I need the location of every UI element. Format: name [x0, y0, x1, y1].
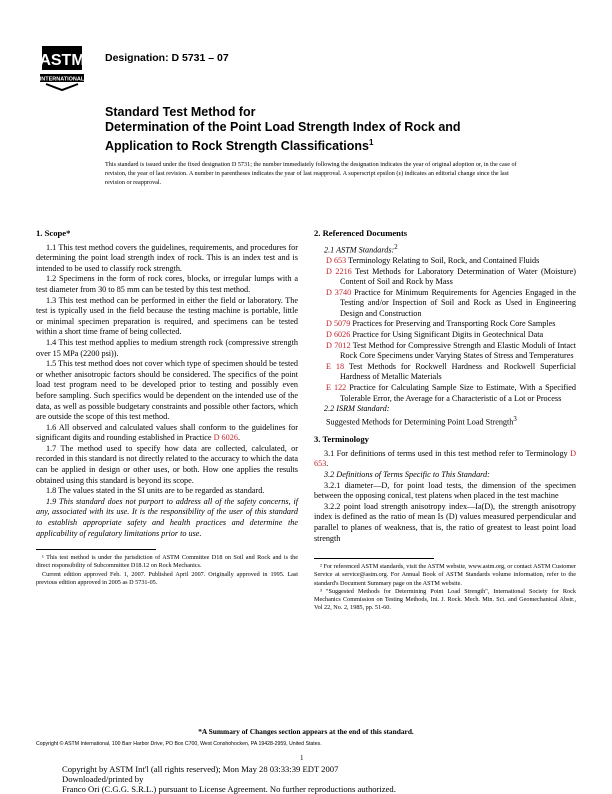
reference-item: D 3740 Practice for Minimum Requirements for Agencies Engaged in the Testing and/or Inspection of Soil and Rock as Used in Engineering Design and Construction: [326, 287, 576, 318]
designation: Designation: D 5731 – 07: [105, 52, 229, 64]
reference-item: D 6026 Practice for Using Significant Digits in Geotechnical Data: [326, 330, 544, 340]
issuance-note: This standard is issued under the fixed designation D 5731; the number immediately following the designation indicates the year of original adoption or, in the case of revision, the year of last revision. A number in parentheses indicates the year of last reapproval. A superscript epsilon (ε) indicates an editorial change since the last revision or reapproval.: [105, 161, 517, 186]
svg-text:ASTM: ASTM: [39, 52, 85, 69]
reference-code-link[interactable]: E 18: [326, 361, 345, 371]
scope-1-7: 1.7 The method used to specify how data are collected, calculated, or recorded in this standard is not directly related to the accuracy to which the data can be applied in design or other uses, or both. How one applies the results obtained using this standard is beyond its scope.: [36, 443, 298, 485]
reference-item: D 5079 Practices for Preserving and Transporting Rock Core Samples: [326, 319, 556, 329]
document-title: [105, 105, 565, 154]
scope-1-4: 1.4 This test method applies to medium strength rock (compressive strength over 15 MPa (2200 psi)).: [36, 337, 298, 358]
scope-1-6: 1.6 All observed and calculated values shall conform to the guidelines for significant digits and rounding established in Practice D 6026.: [36, 422, 298, 443]
right-column: [314, 228, 576, 612]
title-line-3: Application to Rock Strength Classifications$^1$: [105, 138, 374, 154]
reference-code-link[interactable]: E 122: [326, 383, 347, 393]
footnote-3: ³ "Suggested Methods for Determining Point Load Strength", International Society for Rock Mechanics Commission on Testing Methods, Int. J. Rock. Mech. Min. Sci. and Geomechanical Abstr., Vol 22, No. 2, 1985, pp. 51-60.: [314, 587, 576, 612]
logo-text: INTERNATIONAL: [39, 76, 85, 83]
scope-1-8: 1.8 The values stated in the SI units are to be regarded as standard.: [46, 486, 265, 496]
term-3-2-2: 3.2.2 point load strength anisotropy index—Ia(D), the strength anisotropy index is defined as the ratio of mean Is (D) values measured perpendicular and parallel to planes of weakness, that is, the ratio of greatest to least point load strength: [314, 501, 576, 543]
footnote-rule-right: [314, 558, 434, 559]
link-d6026[interactable]: D 6026: [213, 433, 238, 443]
title-line-2: Determination of the Point Load Strength Index of Rock and: [105, 120, 461, 134]
reference-code-link[interactable]: D 6026: [326, 330, 351, 340]
astm-standards-label: 2.1 ASTM Standards:$^2$: [324, 243, 398, 255]
footnote-1: ¹ This test method is under the jurisdiction of ASTM Committee D18 on Soil and Rock and is the direct responsibility of Subcommittee D18.12 on Rock Mechanics. Current edition approved Feb. 1, 2007. Published April 2007. Originally approved in 1995. Last previous edition approved in 2005 as D 5731-05.: [36, 554, 298, 586]
scope-heading: 1. Scope*: [36, 228, 71, 238]
reference-code-link[interactable]: D 653: [326, 255, 347, 265]
reference-code-link[interactable]: D 3740: [326, 287, 352, 297]
terminology-heading: 3. Terminology: [314, 434, 369, 445]
scope-1-5: 1.5 This test method does not cover which type of specimen should be tested or whether anisotropic factors should be considered. The specifics of the point load test program need to be developed prior to testing and possibly even before sampling. Such specifics would be dependent on the intended use of the data, as well as possible budgetary constraints and possible other factors, which are outside the scope of this test method.: [36, 359, 298, 422]
term-3-2-1: 3.2.1 diameter—D, for point load tests, the dimension of the specimen between the opposing conical, test platens when placed in the test machine: [314, 480, 576, 501]
reference-item: D 653 Terminology Relating to Soil, Rock, and Contained Fluids: [326, 255, 540, 265]
reference-item: D 2216 Test Methods for Laboratory Determination of Water (Moisture) Content of Soil and Rock by Mass: [326, 266, 576, 287]
license-notice: Copyright by ASTM Int'l (all rights reserved); Mon May 28 03:33:39 EDT 2007 Downloaded/printed by Franco Ori (C.G.G. S.R.L.) pursuant to License Agreement. No further reproductions authorized.: [62, 764, 396, 794]
reference-code-link[interactable]: D 7012: [326, 340, 351, 350]
references-heading: 2. Referenced Documents: [314, 228, 408, 238]
footnote-2: ² For referenced ASTM standards, visit the ASTM website, www.astm.org, or contact ASTM Customer Service at service@astm.org. For Annual Book of ASTM Standards volume information, refer to the standard's Document Summary page on the ASTM website.: [314, 563, 576, 587]
reference-code-link[interactable]: D 5079: [326, 319, 351, 329]
scope-1-3: 1.3 This test method can be performed in either the field or laboratory. The test is typically used in the field because the testing machine is portable, little or minimal specimen preparation is required, and specimens can be tested within a short time frame of being collected.: [36, 295, 298, 337]
title-line-1: Standard Test Method for: [105, 105, 256, 119]
isrm-item: Suggested Methods for Determining Point Load Strength$^3$: [326, 415, 517, 427]
scope-1-2: 1.2 Specimens in the form of rock cores, blocks, or irregular lumps with a test diameter from 30 to 85 mm can be tested by this test method.: [36, 274, 298, 294]
term-3-1: 3.1 For definitions of terms used in this test method refer to Terminology D 653.: [314, 448, 576, 469]
term-3-2: 3.2 Definitions of Terms Specific to This Standard:: [324, 469, 490, 479]
reference-code-link[interactable]: D 2216: [326, 266, 352, 276]
copyright-line: Copyright © ASTM International, 100 Barr Harbor Drive, PO Box C700, West Conshohocken, PA 19428-2959, United States.: [36, 741, 322, 747]
reference-item: E 18 Test Methods for Rockwell Hardness and Rockwell Superficial Hardness of Metallic Materials: [326, 361, 576, 382]
reference-item: D 7012 Test Method for Compressive Strength and Elastic Moduli of Intact Rock Core Specimens under Varying States of Stress and Temperatures: [326, 340, 576, 361]
scope-1-9: 1.9 This standard does not purport to address all of the safety concerns, if any, associated with its use. It is the responsibility of the user of this standard to establish appropriate safety and health practices and determine the applicability of regulatory limitations prior to use.: [36, 496, 298, 538]
reference-list: [314, 256, 576, 404]
left-column: [36, 228, 298, 587]
astm-logo: [36, 40, 88, 92]
scope-1-1: 1.1 This test method covers the guidelines, requirements, and procedures for determining the point load strength index of rock. This is an index test and is intended to be used to classify rock strength.: [36, 242, 298, 273]
isrm-standard-label: 2.2 ISRM Standard:: [324, 404, 390, 414]
footnote-rule: [36, 549, 156, 550]
link-d653[interactable]: D 653: [314, 448, 576, 469]
footnotes-right: [314, 563, 576, 612]
reference-item: E 122 Practice for Calculating Sample Size to Estimate, With a Specified Tolerable Error, the Average for a Characteristic of a Lot or Process: [326, 383, 576, 403]
page-number: 1: [300, 754, 304, 762]
summary-note: *A Summary of Changes section appears at the end of this standard.: [198, 727, 414, 736]
